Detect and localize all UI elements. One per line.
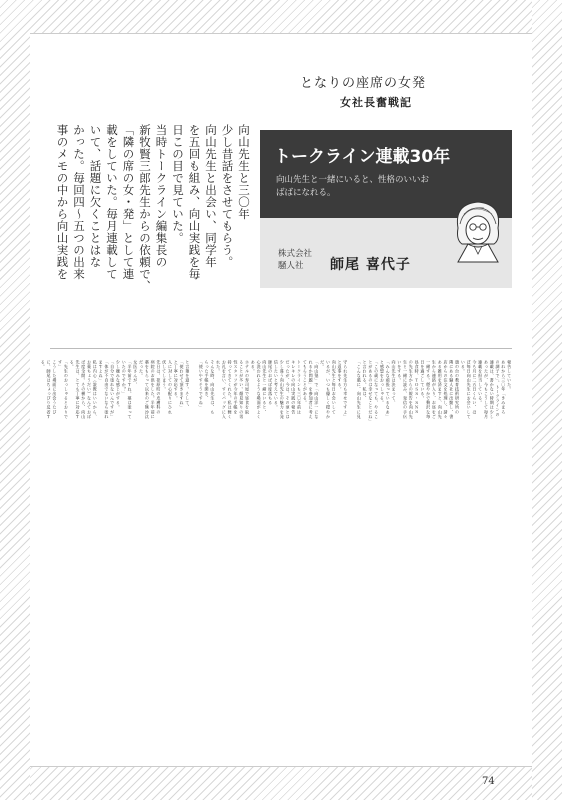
article-lead: 向山先生と一緒にいると、性格のいいおばばになれる。 — [276, 175, 430, 198]
page-number: 74 — [482, 776, 495, 787]
author-portrait-icon — [450, 194, 506, 264]
article-title: トークライン連載30年 — [274, 147, 451, 167]
column-divider — [50, 348, 512, 349]
series-subtitle: 女社長奮戦記 — [340, 96, 412, 109]
article-column-top: 向山先生と三〇年 少し昔話をさせてもらう。 向山先生と出会い、同学年 を五回も組み、向山実践を毎 日この目で見ていた。 当時トークライン編集長の 新牧賢三郎先生からの依頼で、 「隣の席の女・発」として連 載をしていた。毎月連載して いて、話題に欠くことはな かった。毎回四〜五つの出来 事のメモの中から向山実践を — [55, 124, 251, 292]
article-banner — [260, 130, 512, 288]
top-margin-pattern — [0, 0, 562, 34]
right-margin-pattern — [532, 0, 562, 800]
author-name: 師尾 喜代子 — [330, 257, 411, 273]
bottom-margin-pattern — [0, 766, 562, 800]
left-margin-pattern — [0, 0, 30, 800]
article-column-2: 守られ先生方も幸せですよ」 と返事をする。 向山先生と毎日お会いして いるが、いつも優しく穏やか だ。 「向山塾」で「向山洋一にな れるか問題」を参加者に考え てもらうことがある。 トークラインも三〇年前は キレキレの向山実践の報告 だったが、今は、その頃とは 少し違う向山先生の魅力を発 信したいと考えている。 師尾のおばば度落ちる 向山先生と一緒にいると、 心洗われるような場面がよく ある。 ホテルの寿司屋で昼食を取 ることが多い。顔見知りの男 性スタッフが今年の手帳を 持ってきてくれた。私は軽く お礼を言い、すぐバッグに入 れた。 そんな時、向山先生は、も らった手帳を開き、 「使いやすそうですね」 — [198, 360, 349, 419]
article-column-1: 報告していた。 あれから三〇年「きみまろ の調子で」。トークラインの 連載は、書かない時期は少し あったが、今もこうして毎月 連載を担当している。 今も月に二五日くらい、ほ ぼ毎日向山先生にお会いして いる。 旗の台の教育技術研究所の 隣にある騒人社に出勤し、書 店からの注文を処理し、諸々 ある雑用を済ますと、向山先 生から連絡が入り、お昼をご 一緒する。穏やかで贅沢な毎 日を過ごしている。 昼食時、ＴＯＳＳ・ＳＮＳ の先生方からの報告を向山先 生と一緒に読み、発信の手伝 いをする。 向山先生は決まって、 「みんな頑張っているなあ」 と感想をおっしゃる。 「この歳になっても、やるこ とがあるのは幸せなことだね」 と言われる。私は、 「こんな風に、向山先生に見 — [356, 360, 513, 424]
series-kicker: となりの座席の女発 — [300, 76, 427, 91]
article-page — [30, 34, 532, 787]
article-column-3: と言葉を返す。そして、 「使わせて頂きますね」 と丁寧に対応する。 人に対しての心配りにひれ 伏してしまう。 先日は、荏原町の皮膚科の 病院のお供をした。半年前に 薬をもらって以来のご無沙汰 だった。 女医さんが、 「半年前ですね。薬は塗って いたのですか？」 少し嫌みな感じがする。 「自分で塗れないんですが」 「体が不自由でないなら塗れ ますよね」 私は内心（説教はいいから、 お薬ちょうだい）なんておば ば度全開。その横から、向山 先生は、とても丁寧に対応す る。 「先生のおっしゃるとおりで す」 こうした場面に出会うたび に、師尾はちょっぴり反省す る。 — [40, 360, 191, 419]
company-name: 株式会社 騒人社 — [278, 249, 313, 271]
